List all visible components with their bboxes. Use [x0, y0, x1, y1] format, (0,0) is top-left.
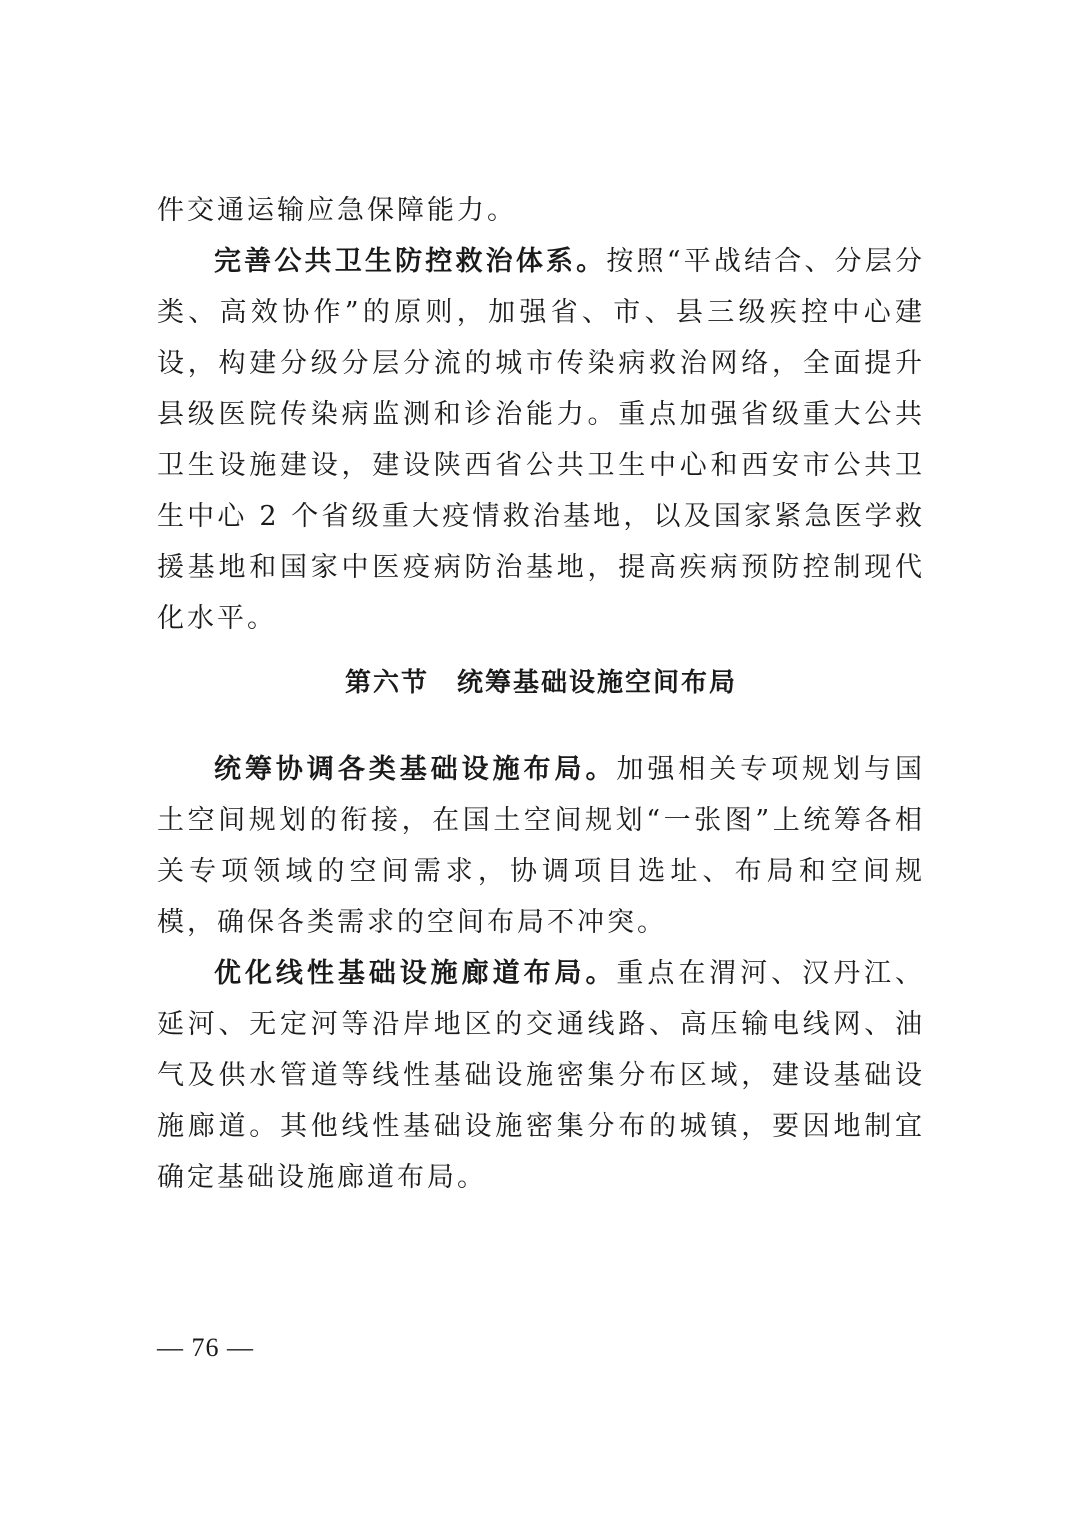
page-body [157, 185, 925, 1203]
paragraph-text: 重点在渭河、汉丹江、延河、无定河等沿岸地区的交通线路、高压输电线网、油气及供水管道等线性基础设施密集分布区域，建设基础设施廊道。其他线性基础设施密集分布的城镇，要因地制宜确定基础设施廊道布局。 [157, 958, 926, 1193]
paragraph-continuation [157, 185, 925, 236]
page-number: — 76 — [157, 1333, 254, 1362]
paragraph-lead: 完善公共卫生防控救治体系。 [214, 246, 607, 277]
paragraph-coordination [157, 744, 925, 948]
section-number: 第六节 [344, 668, 429, 698]
paragraph-public-health [157, 236, 925, 644]
paragraph-corridor [157, 948, 925, 1203]
section-title: 统筹基础设施空间布局 [457, 668, 738, 698]
paragraph-text: 加强相关专项规划与国土空间规划的衔接，在国土空间规划“一张图”上统筹各相关专项领域的空间需求，协调项目选址、布局和空间规模，确保各类需求的空间布局不冲突。 [157, 754, 926, 938]
paragraph-lead: 优化线性基础设施廊道布局。 [214, 958, 617, 989]
paragraph-text: 件交通运输应急保障能力。 [157, 195, 517, 226]
section-heading [157, 661, 925, 705]
paragraph-text: 按照“平战结合、分层分类、高效协作”的原则，加强省、市、县三级疾控中心建设，构建分级分层分流的城市传染病救治网络，全面提升县级医院传染病监测和诊治能力。重点加强省级重大公共卫生设施建设，建设陕西省公共卫生中心和西安市公共卫生中心 2 个省级重大疫情救治基地，以及国家紧急医学救援基地和国家中医疫病防治基地，提高疾病预防控制现代化水平。 [157, 246, 925, 634]
paragraph-lead: 统筹协调各类基础设施布局。 [214, 754, 617, 785]
